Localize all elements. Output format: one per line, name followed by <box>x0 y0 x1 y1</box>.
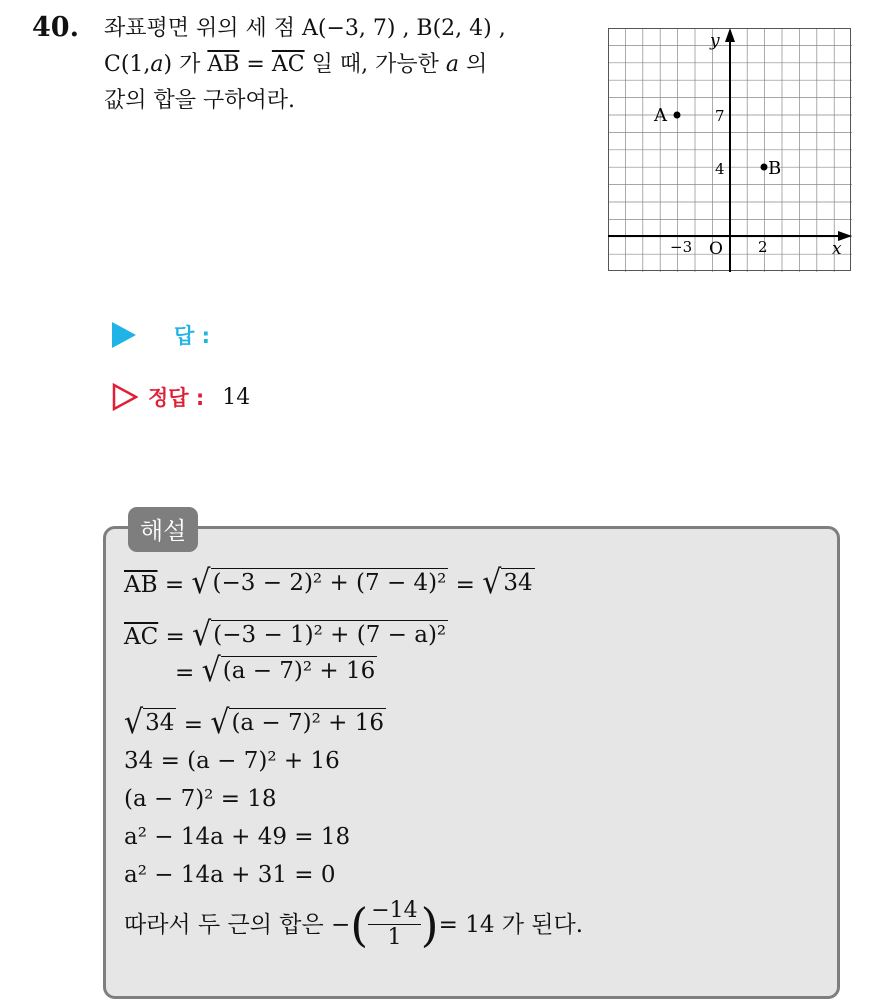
solution-line-8: a² − 14a + 31 = 0 <box>124 862 336 888</box>
question-line-3: 값의 합을 구하여라. <box>104 88 295 113</box>
segment-ab: $\overline{AB}$ <box>207 52 240 77</box>
point-b-label: B <box>768 158 782 179</box>
y-axis-arrow <box>725 28 735 42</box>
solution-line-2: $\overline{AC}$ = √ (−3 − 1)² + (7 − a)² <box>124 615 447 654</box>
point-a <box>674 112 681 119</box>
answer-label: 답 : <box>174 324 210 348</box>
y-axis-label: y <box>710 31 720 51</box>
answer-row[interactable] <box>112 320 210 350</box>
solution-tag: 해설 <box>128 507 198 552</box>
segment-ac: $\overline{AC}$ <box>271 52 305 77</box>
point-a-label: A <box>654 105 667 126</box>
tick-label-7: 7 <box>715 107 725 125</box>
x-axis-label: x <box>832 239 842 259</box>
question-line-1: 좌표평면 위의 세 점 A(−3, 7) , B(2, 4) , <box>104 16 506 41</box>
solution-line-5: 34 = (a − 7)² + 16 <box>124 748 340 774</box>
origin-label: O <box>709 239 723 259</box>
question-line-2: C(1,a) 가 $\overline{AB} = \overline{AC}$ 일 때, 가능한 a 의 <box>104 52 488 77</box>
tick-label-4: 4 <box>715 160 725 178</box>
correct-answer-label: 정답 : <box>148 386 205 410</box>
coordinate-graph <box>608 28 852 272</box>
tick-label-neg3: −3 <box>670 238 693 256</box>
play-icon <box>112 322 136 348</box>
solution-line-3: = √ (a − 7)² + 16 <box>175 651 376 690</box>
point-b <box>761 164 768 171</box>
solution-line-7: a² − 14a + 49 = 18 <box>124 824 351 850</box>
fraction: $\frac{-14}{1}$ <box>368 898 420 951</box>
solution-line-6: (a − 7)² = 18 <box>124 786 277 812</box>
solution-line-1: $\overline{AB}$ = √ (−3 − 2)² + (7 − 4)² = √ 34 <box>124 563 533 602</box>
question-number: 40. <box>32 12 79 43</box>
correct-answer-row <box>112 382 250 412</box>
tick-label-2: 2 <box>758 238 768 256</box>
outline-triangle-icon <box>112 383 138 411</box>
solution-line-9: 따라서 두 근의 합은 − ( $\frac{-14}{1}$ ) = 14 가 된다. <box>124 897 584 952</box>
solution-line-4: √ 34 = √ (a − 7)² + 16 <box>124 703 385 742</box>
correct-answer-value: 14 <box>222 384 251 410</box>
